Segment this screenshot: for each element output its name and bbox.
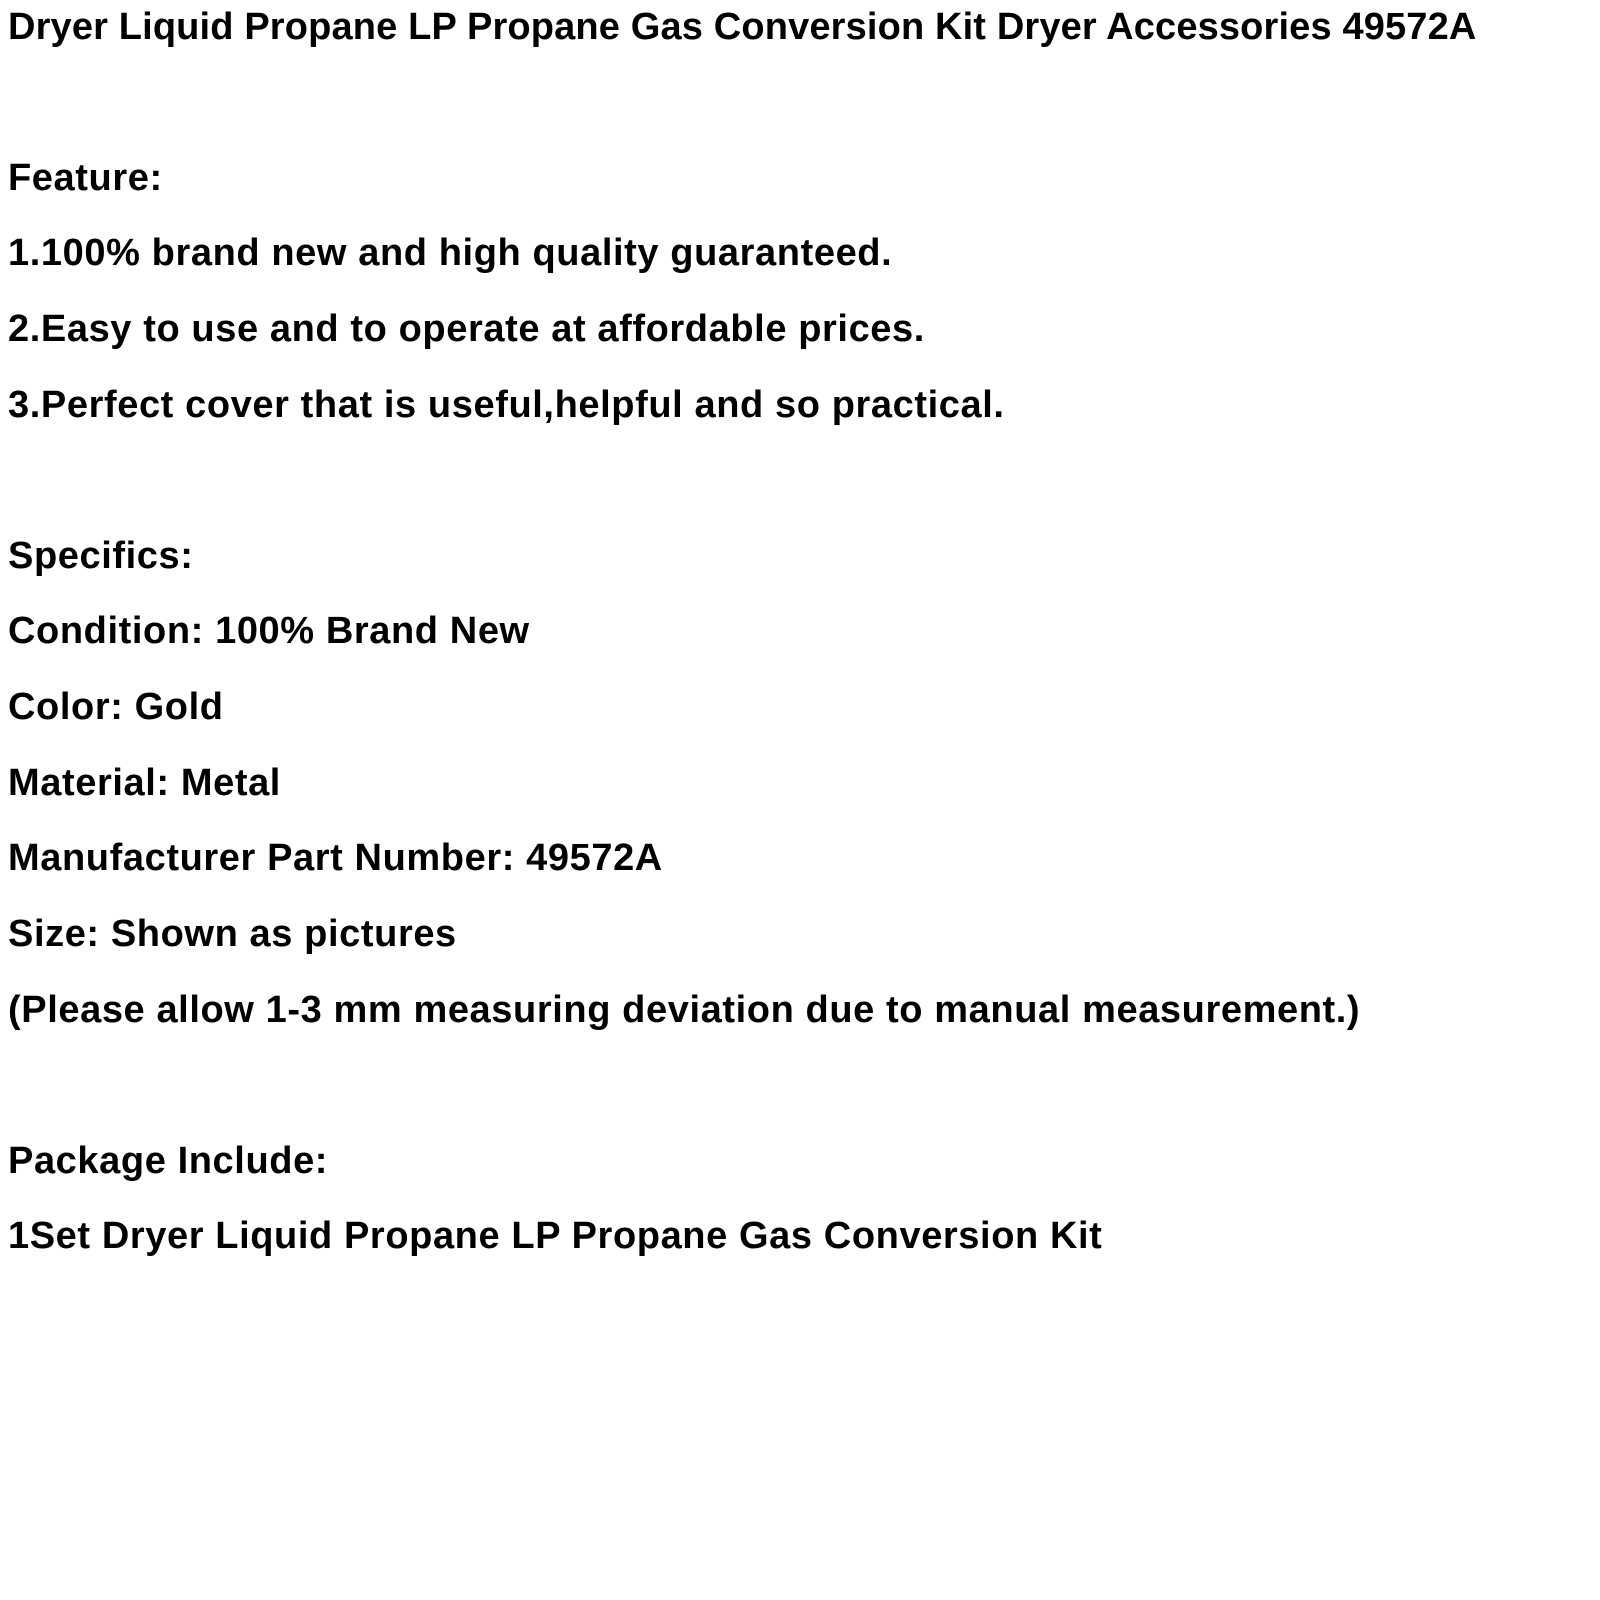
spec-color: Color: Gold bbox=[8, 686, 224, 728]
spec-condition: Condition: 100% Brand New bbox=[8, 610, 530, 652]
feature-item-1: 1.100% brand new and high quality guaranteed. bbox=[8, 232, 893, 274]
spec-material: Material: Metal bbox=[8, 762, 281, 804]
product-title: Dryer Liquid Propane LP Propane Gas Conversion Kit Dryer Accessories 49572A bbox=[8, 6, 1477, 48]
specifics-heading: Specifics: bbox=[8, 535, 194, 577]
package-heading: Package Include: bbox=[8, 1140, 329, 1182]
feature-heading: Feature: bbox=[8, 157, 163, 199]
feature-item-3: 3.Perfect cover that is useful,helpful and so practical. bbox=[8, 384, 1005, 426]
feature-item-2: 2.Easy to use and to operate at affordable prices. bbox=[8, 308, 925, 350]
spec-deviation-note: (Please allow 1-3 mm measuring deviation due to manual measurement.) bbox=[8, 989, 1361, 1031]
package-item: 1Set Dryer Liquid Propane LP Propane Gas Conversion Kit bbox=[8, 1215, 1103, 1257]
spec-part-number: Manufacturer Part Number: 49572A bbox=[8, 837, 663, 879]
spec-size: Size: Shown as pictures bbox=[8, 913, 457, 955]
